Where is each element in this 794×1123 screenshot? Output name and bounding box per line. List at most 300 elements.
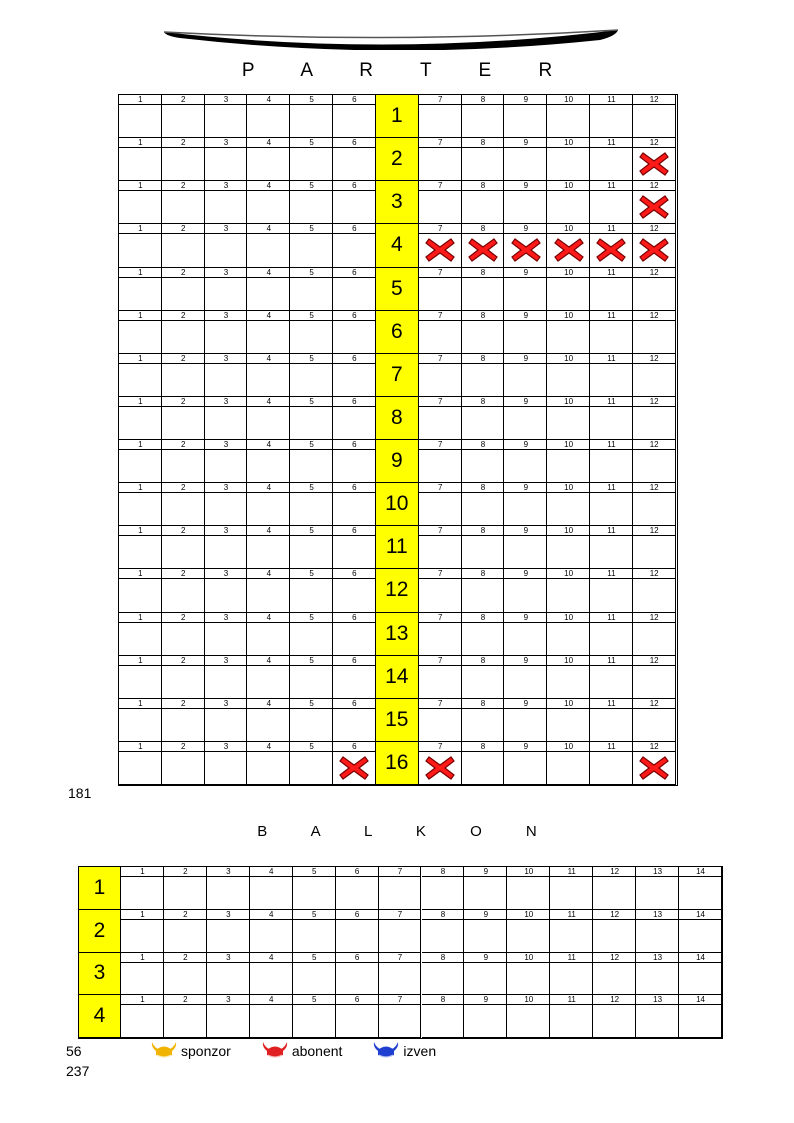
seat[interactable]: [162, 138, 205, 181]
seat-number: 12: [649, 655, 659, 665]
seat[interactable]: [679, 995, 722, 1038]
seat[interactable]: [162, 181, 205, 224]
seat-number: 8: [480, 698, 486, 708]
seat[interactable]: [547, 742, 590, 785]
seat[interactable]: [247, 311, 290, 354]
seat[interactable]: [419, 699, 462, 742]
parter-row: [119, 397, 677, 440]
seat[interactable]: [419, 181, 462, 224]
seat[interactable]: [633, 354, 676, 397]
seat[interactable]: [633, 483, 676, 526]
seat[interactable]: [504, 354, 547, 397]
seat[interactable]: [462, 440, 505, 483]
seat[interactable]: [290, 526, 333, 569]
seat[interactable]: [419, 440, 462, 483]
seat[interactable]: [464, 910, 507, 953]
seat[interactable]: [590, 569, 633, 612]
seat[interactable]: [379, 910, 422, 953]
seat[interactable]: [250, 910, 293, 953]
seat[interactable]: [419, 613, 462, 656]
seat-number: 5: [309, 310, 314, 320]
legend-label: sponzor: [181, 1043, 231, 1059]
seat[interactable]: [247, 138, 290, 181]
seat[interactable]: [590, 742, 633, 785]
seat-number: 11: [607, 224, 616, 234]
seat[interactable]: [419, 656, 462, 699]
seat[interactable]: [462, 742, 505, 785]
seat[interactable]: [205, 95, 248, 138]
parter-row: [119, 656, 677, 699]
seat[interactable]: [333, 742, 376, 785]
seat[interactable]: [462, 311, 505, 354]
seat[interactable]: [336, 867, 379, 910]
seat[interactable]: [419, 354, 462, 397]
seat[interactable]: [593, 953, 636, 996]
seat[interactable]: [121, 995, 164, 1038]
seat[interactable]: [293, 867, 336, 910]
seat[interactable]: [290, 311, 333, 354]
seat[interactable]: [290, 440, 333, 483]
seat[interactable]: [590, 656, 633, 699]
seat[interactable]: [162, 656, 205, 699]
seat[interactable]: [333, 656, 376, 699]
seat-number-divider: [550, 1004, 593, 1005]
seat[interactable]: [593, 910, 636, 953]
seat[interactable]: [504, 95, 547, 138]
parter-row: [119, 483, 677, 526]
seat[interactable]: [247, 95, 290, 138]
seat[interactable]: [590, 268, 633, 311]
seat[interactable]: [119, 699, 162, 742]
seat[interactable]: [119, 95, 162, 138]
seat[interactable]: [333, 613, 376, 656]
seat[interactable]: [162, 613, 205, 656]
seat[interactable]: [119, 483, 162, 526]
seat[interactable]: [504, 699, 547, 742]
seat[interactable]: [247, 526, 290, 569]
legend-label: abonent: [291, 1043, 343, 1059]
seat[interactable]: [507, 867, 550, 910]
seat[interactable]: [547, 354, 590, 397]
seat-number: 9: [523, 267, 529, 277]
seat[interactable]: [290, 569, 333, 612]
seat[interactable]: [162, 699, 205, 742]
seat[interactable]: [250, 867, 293, 910]
seat[interactable]: [633, 224, 676, 267]
seat[interactable]: [507, 953, 550, 996]
seat[interactable]: [205, 613, 248, 656]
seat[interactable]: [590, 699, 633, 742]
seat[interactable]: [205, 397, 248, 440]
seat[interactable]: [636, 910, 679, 953]
seat[interactable]: [247, 569, 290, 612]
seat[interactable]: [290, 138, 333, 181]
seat[interactable]: [119, 311, 162, 354]
seat[interactable]: [207, 995, 250, 1038]
seat[interactable]: [333, 95, 376, 138]
seat[interactable]: [162, 354, 205, 397]
seat-number: 7: [437, 526, 443, 536]
seat[interactable]: [119, 397, 162, 440]
seat[interactable]: [462, 95, 505, 138]
seat[interactable]: [590, 181, 633, 224]
seat[interactable]: [504, 397, 547, 440]
seat[interactable]: [550, 953, 593, 996]
seat-number: 5: [309, 569, 314, 579]
seat[interactable]: [247, 742, 290, 785]
seat[interactable]: [547, 224, 590, 267]
seat[interactable]: [119, 440, 162, 483]
seat[interactable]: [462, 181, 505, 224]
seat[interactable]: [290, 397, 333, 440]
seat[interactable]: [633, 656, 676, 699]
seat[interactable]: [119, 526, 162, 569]
seat[interactable]: [547, 613, 590, 656]
seat[interactable]: [504, 656, 547, 699]
seat[interactable]: [636, 953, 679, 996]
seat[interactable]: [121, 953, 164, 996]
seat[interactable]: [293, 953, 336, 996]
seat-number: 9: [523, 483, 529, 493]
seat[interactable]: [422, 910, 465, 953]
seat-number: 5: [311, 995, 317, 1005]
seat[interactable]: [379, 867, 422, 910]
seat-number-divider: [633, 578, 676, 579]
seat[interactable]: [205, 699, 248, 742]
seat[interactable]: [247, 656, 290, 699]
seat[interactable]: [590, 613, 633, 656]
seat-number: 5: [309, 741, 314, 751]
seat[interactable]: [504, 181, 547, 224]
seat[interactable]: [550, 910, 593, 953]
seat[interactable]: [333, 268, 376, 311]
seat-number-divider: [205, 578, 248, 579]
seat[interactable]: [205, 354, 248, 397]
seat[interactable]: [164, 953, 207, 996]
seat[interactable]: [547, 569, 590, 612]
seat[interactable]: [633, 526, 676, 569]
seat[interactable]: [336, 953, 379, 996]
seat[interactable]: [590, 311, 633, 354]
seat[interactable]: [205, 656, 248, 699]
seat[interactable]: [290, 699, 333, 742]
seat[interactable]: [590, 138, 633, 181]
seat[interactable]: [250, 953, 293, 996]
seat[interactable]: [633, 268, 676, 311]
seat[interactable]: [636, 867, 679, 910]
seat-number: 5: [311, 952, 317, 962]
seat[interactable]: [464, 953, 507, 996]
seat-number: 6: [352, 181, 357, 191]
seat[interactable]: [164, 867, 207, 910]
seat-number-divider: [462, 190, 505, 191]
seat[interactable]: [247, 613, 290, 656]
seat[interactable]: [119, 354, 162, 397]
seat[interactable]: [547, 526, 590, 569]
seat[interactable]: [464, 995, 507, 1038]
seat[interactable]: [119, 569, 162, 612]
seat[interactable]: [590, 397, 633, 440]
seat[interactable]: [121, 867, 164, 910]
seat[interactable]: [290, 95, 333, 138]
seat-number-divider: [247, 147, 290, 148]
seat[interactable]: [590, 483, 633, 526]
parter-row-label: 1: [376, 95, 419, 138]
seat[interactable]: [462, 569, 505, 612]
seat-number: 8: [480, 396, 486, 406]
seat[interactable]: [504, 613, 547, 656]
seat[interactable]: [593, 867, 636, 910]
seat[interactable]: [590, 224, 633, 267]
seat[interactable]: [590, 526, 633, 569]
seat[interactable]: [504, 224, 547, 267]
seat[interactable]: [247, 440, 290, 483]
seat[interactable]: [636, 995, 679, 1038]
seat[interactable]: [119, 656, 162, 699]
seat[interactable]: [333, 311, 376, 354]
reserved-x-icon: [424, 754, 456, 782]
seat[interactable]: [205, 268, 248, 311]
seat[interactable]: [250, 995, 293, 1038]
seat[interactable]: [162, 742, 205, 785]
seat[interactable]: [419, 224, 462, 267]
seat[interactable]: [462, 483, 505, 526]
seat[interactable]: [633, 742, 676, 785]
seat[interactable]: [550, 867, 593, 910]
seat[interactable]: [462, 224, 505, 267]
seat-number-divider: [119, 104, 162, 105]
seat[interactable]: [333, 397, 376, 440]
seat[interactable]: [207, 953, 250, 996]
seat[interactable]: [162, 95, 205, 138]
seat-number-divider: [633, 751, 676, 752]
seat-number-divider: [119, 363, 162, 364]
seat-number-divider: [590, 535, 633, 536]
seat-number: 4: [266, 138, 272, 148]
seat[interactable]: [593, 995, 636, 1038]
seat[interactable]: [504, 440, 547, 483]
seat[interactable]: [119, 138, 162, 181]
seat[interactable]: [633, 138, 676, 181]
seat[interactable]: [336, 995, 379, 1038]
seat[interactable]: [379, 995, 422, 1038]
seat-number: 8: [480, 483, 486, 493]
seat[interactable]: [247, 181, 290, 224]
seat[interactable]: [205, 742, 248, 785]
seat[interactable]: [162, 526, 205, 569]
seat[interactable]: [162, 440, 205, 483]
seat[interactable]: [290, 613, 333, 656]
seat-number: 10: [524, 995, 534, 1005]
seat[interactable]: [419, 569, 462, 612]
seat[interactable]: [162, 483, 205, 526]
seat[interactable]: [419, 483, 462, 526]
seat[interactable]: [205, 181, 248, 224]
seat[interactable]: [462, 397, 505, 440]
seat[interactable]: [205, 440, 248, 483]
seat[interactable]: [419, 268, 462, 311]
seat-number: 3: [223, 95, 229, 104]
seat[interactable]: [333, 440, 376, 483]
seat-number: 5: [309, 353, 314, 363]
seat[interactable]: [164, 910, 207, 953]
seat[interactable]: [679, 953, 722, 996]
seat[interactable]: [247, 483, 290, 526]
seat[interactable]: [633, 397, 676, 440]
seat[interactable]: [162, 311, 205, 354]
seat[interactable]: [333, 569, 376, 612]
seat-number: 5: [309, 138, 314, 148]
seat[interactable]: [333, 526, 376, 569]
seat[interactable]: [422, 995, 465, 1038]
seat[interactable]: [547, 268, 590, 311]
seat[interactable]: [119, 742, 162, 785]
seat[interactable]: [336, 910, 379, 953]
seat[interactable]: [462, 656, 505, 699]
parter-row: [119, 613, 677, 656]
seat[interactable]: [290, 742, 333, 785]
seat[interactable]: [205, 311, 248, 354]
seat[interactable]: [633, 440, 676, 483]
seat[interactable]: [247, 268, 290, 311]
seat[interactable]: [590, 95, 633, 138]
seat[interactable]: [293, 910, 336, 953]
seat[interactable]: [464, 867, 507, 910]
seat[interactable]: [422, 867, 465, 910]
seat[interactable]: [205, 569, 248, 612]
seat[interactable]: [504, 311, 547, 354]
seat[interactable]: [119, 224, 162, 267]
seat[interactable]: [547, 656, 590, 699]
seat-number: 11: [607, 310, 616, 320]
seat[interactable]: [247, 699, 290, 742]
seat[interactable]: [633, 311, 676, 354]
seat[interactable]: [633, 181, 676, 224]
seat-number: 7: [437, 612, 443, 622]
seat[interactable]: [462, 138, 505, 181]
seat[interactable]: [247, 354, 290, 397]
seat[interactable]: [119, 268, 162, 311]
seat-number-divider: [162, 320, 205, 321]
seat[interactable]: [205, 138, 248, 181]
seat[interactable]: [504, 526, 547, 569]
seat[interactable]: [247, 397, 290, 440]
seat[interactable]: [290, 483, 333, 526]
seat[interactable]: [119, 181, 162, 224]
seat[interactable]: [547, 397, 590, 440]
seat[interactable]: [419, 742, 462, 785]
seat[interactable]: [205, 526, 248, 569]
parter-row-label: 8: [376, 397, 419, 440]
seat[interactable]: [205, 224, 248, 267]
seat-number: 5: [309, 655, 314, 665]
seat[interactable]: [547, 181, 590, 224]
seat[interactable]: [504, 138, 547, 181]
seat[interactable]: [422, 953, 465, 996]
seat[interactable]: [162, 569, 205, 612]
seat-number-divider: [590, 233, 633, 234]
seat[interactable]: [290, 181, 333, 224]
seat[interactable]: [462, 613, 505, 656]
seat[interactable]: [462, 268, 505, 311]
seat-number: 11: [567, 867, 576, 876]
seat[interactable]: [679, 867, 722, 910]
seat[interactable]: [333, 181, 376, 224]
seat[interactable]: [419, 526, 462, 569]
seat[interactable]: [333, 224, 376, 267]
seat[interactable]: [419, 138, 462, 181]
seat[interactable]: [247, 224, 290, 267]
seat[interactable]: [162, 397, 205, 440]
seat[interactable]: [333, 483, 376, 526]
seat[interactable]: [590, 440, 633, 483]
seat[interactable]: [547, 138, 590, 181]
seat[interactable]: [290, 268, 333, 311]
seat[interactable]: [419, 397, 462, 440]
seat[interactable]: [290, 224, 333, 267]
seat[interactable]: [419, 95, 462, 138]
seat[interactable]: [633, 95, 676, 138]
seat[interactable]: [419, 311, 462, 354]
seat[interactable]: [333, 354, 376, 397]
seat[interactable]: [119, 613, 162, 656]
seat[interactable]: [550, 995, 593, 1038]
seat[interactable]: [462, 354, 505, 397]
seat[interactable]: [207, 910, 250, 953]
seat-number-divider: [205, 233, 248, 234]
seat[interactable]: [205, 483, 248, 526]
seat[interactable]: [547, 95, 590, 138]
seat[interactable]: [162, 224, 205, 267]
seat[interactable]: [462, 699, 505, 742]
seat[interactable]: [290, 656, 333, 699]
seat[interactable]: [333, 699, 376, 742]
seat-number-divider: [462, 233, 505, 234]
seat-number-divider: [590, 449, 633, 450]
seat-number: 2: [180, 181, 186, 191]
seat[interactable]: [379, 953, 422, 996]
seat[interactable]: [590, 354, 633, 397]
seat[interactable]: [504, 569, 547, 612]
seat[interactable]: [547, 483, 590, 526]
seat[interactable]: [633, 569, 676, 612]
seat[interactable]: [293, 995, 336, 1038]
seat-number: 4: [266, 655, 272, 665]
seat[interactable]: [507, 995, 550, 1038]
seat-number-divider: [504, 665, 547, 666]
seat[interactable]: [504, 483, 547, 526]
seat[interactable]: [462, 526, 505, 569]
seat[interactable]: [333, 138, 376, 181]
seat[interactable]: [547, 440, 590, 483]
seat[interactable]: [679, 910, 722, 953]
seat[interactable]: [121, 910, 164, 953]
seat[interactable]: [547, 699, 590, 742]
seat[interactable]: [504, 268, 547, 311]
seat-number: 6: [352, 612, 357, 622]
seat[interactable]: [504, 742, 547, 785]
seat[interactable]: [547, 311, 590, 354]
seat[interactable]: [633, 699, 676, 742]
seat[interactable]: [633, 613, 676, 656]
seat-number-divider: [593, 919, 636, 920]
seat[interactable]: [164, 995, 207, 1038]
seat-number-divider: [504, 277, 547, 278]
seat[interactable]: [507, 910, 550, 953]
seat[interactable]: [290, 354, 333, 397]
seat[interactable]: [207, 867, 250, 910]
seat[interactable]: [162, 268, 205, 311]
